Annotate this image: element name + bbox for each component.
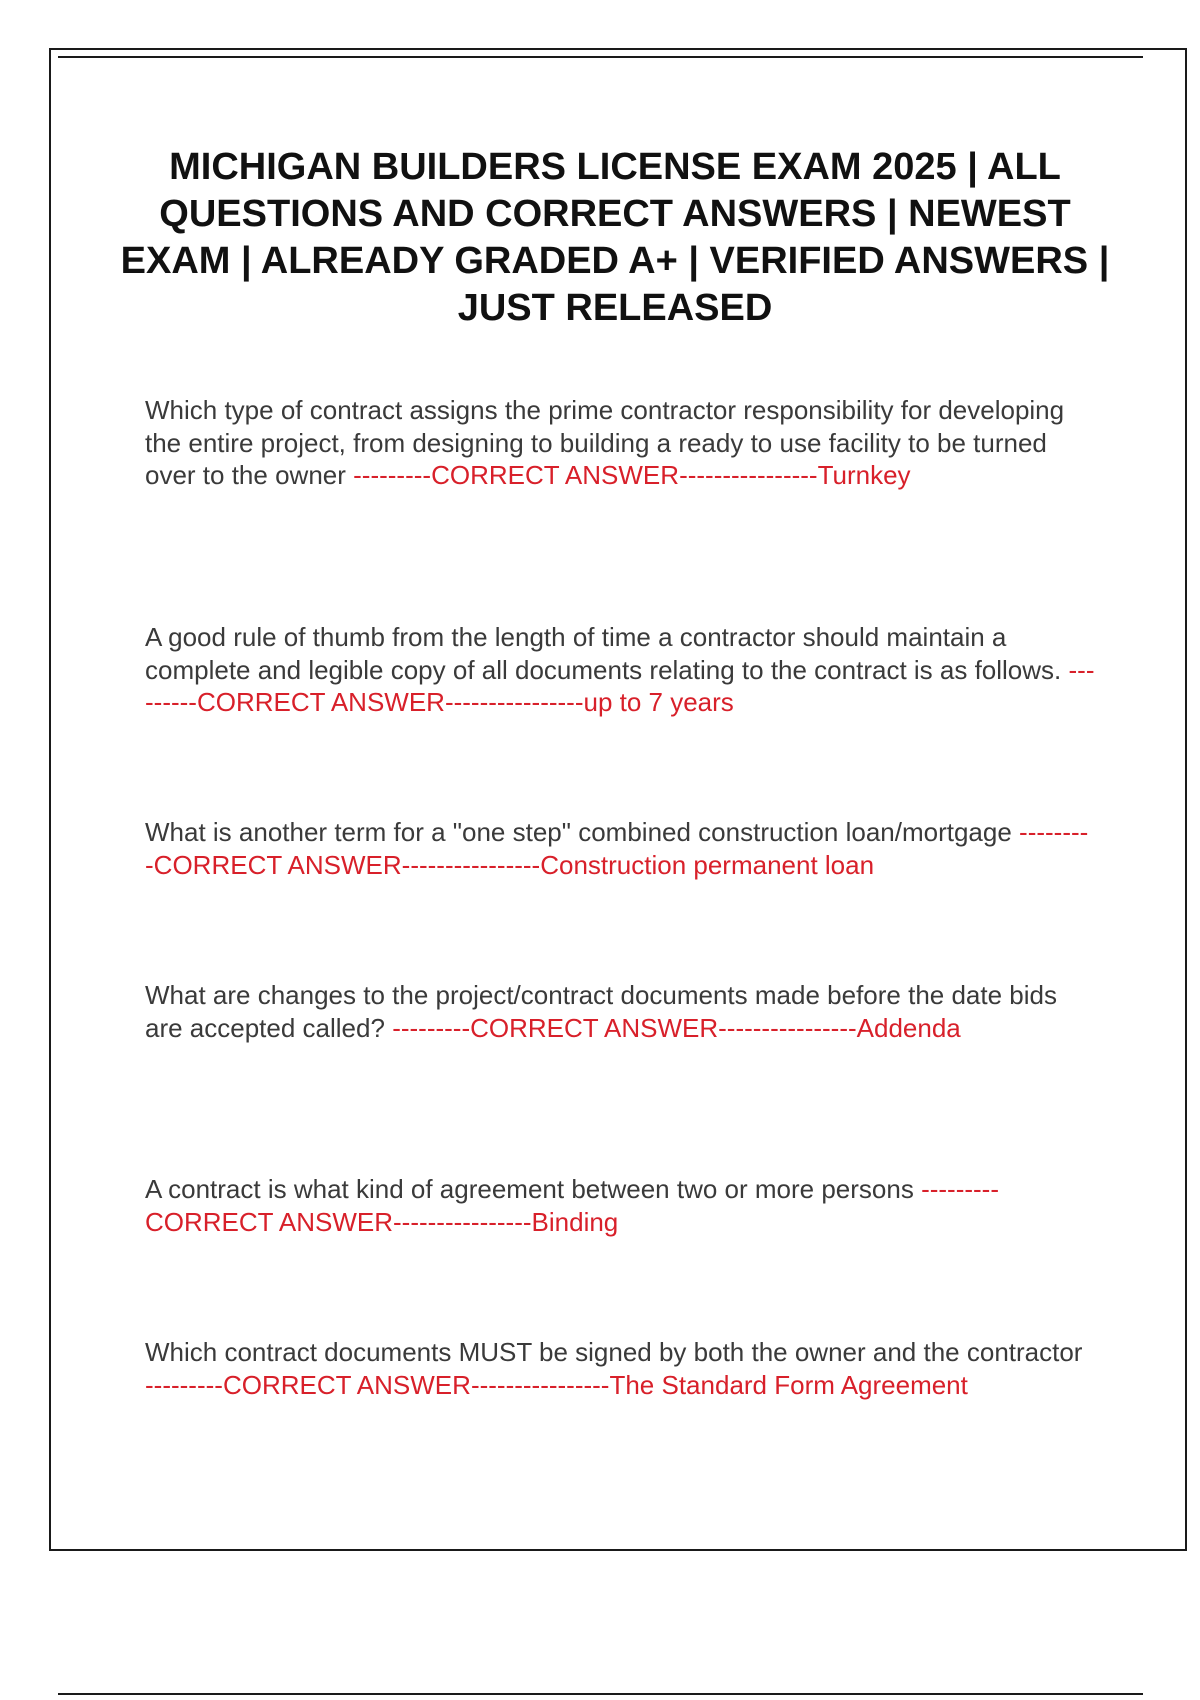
answer-text: The Standard Form Agreement (609, 1369, 968, 1400)
separator-before: --------- (145, 1369, 223, 1400)
question-item (145, 394, 1095, 492)
answer-label: CORRECT ANSWER (470, 1012, 719, 1043)
separator-after: ---------------- (444, 687, 584, 717)
separator-after: ---------------- (470, 1369, 610, 1400)
separator-before: --------- (145, 654, 1095, 717)
answer-label: CORRECT ANSWER (145, 1206, 393, 1237)
separator-after: ---------------- (679, 460, 818, 490)
answer-label: CORRECT ANSWER (222, 1369, 471, 1400)
answer-text: up to 7 years (583, 687, 734, 717)
separator-before: --------- (145, 817, 1089, 880)
bottom-rule (58, 1693, 1143, 1695)
separator-before: --------- (353, 460, 432, 490)
separator-after: ---------------- (718, 1012, 857, 1043)
separator-after: ---------------- (401, 849, 541, 880)
separator-before: --------- (392, 1012, 471, 1043)
question-item (145, 816, 1095, 881)
answer-text: Binding (531, 1206, 619, 1237)
answer-text: Addenda (856, 1012, 961, 1043)
question-text: A contract is what kind of agreement between two or more persons (145, 1174, 914, 1204)
question-text: Which type of contract assigns the prime contractor responsibility for developing the entire project, from designing to building a ready to use facility to be turned over to the owner (145, 395, 1065, 490)
question-item (145, 1336, 1095, 1401)
question-item (145, 1173, 1095, 1238)
answer-label: CORRECT ANSWER (431, 460, 680, 490)
question-text: A good rule of thumb from the length of time a contractor should maintain a complete and legible copy of all documents relating to the contract is as follows. (145, 622, 1062, 685)
question-item (145, 621, 1095, 719)
document-title: MICHIGAN BUILDERS LICENSE EXAM 2025 | ALL QUESTIONS AND CORRECT ANSWERS | NEWEST EXAM | ALREADY GRADED A+ | VERIFIED ANSWERS | JUST RELEASED (120, 146, 1110, 329)
question-text: What is another term for a "one step" combined construction loan/mortgage (145, 817, 1012, 847)
answer-label: CORRECT ANSWER (196, 687, 445, 717)
separator-after: ---------------- (393, 1206, 532, 1237)
question-text: What are changes to the project/contract documents made before the date bids are accepted called? (145, 980, 1057, 1043)
answer-text: Turnkey (817, 460, 911, 490)
separator-before: --------- (921, 1174, 1000, 1204)
answer-text: Construction permanent loan (540, 849, 875, 880)
question-text: Which contract documents MUST be signed by both the owner and the contractor (145, 1337, 1083, 1367)
question-item (145, 979, 1095, 1044)
answer-label: CORRECT ANSWER (153, 849, 402, 880)
